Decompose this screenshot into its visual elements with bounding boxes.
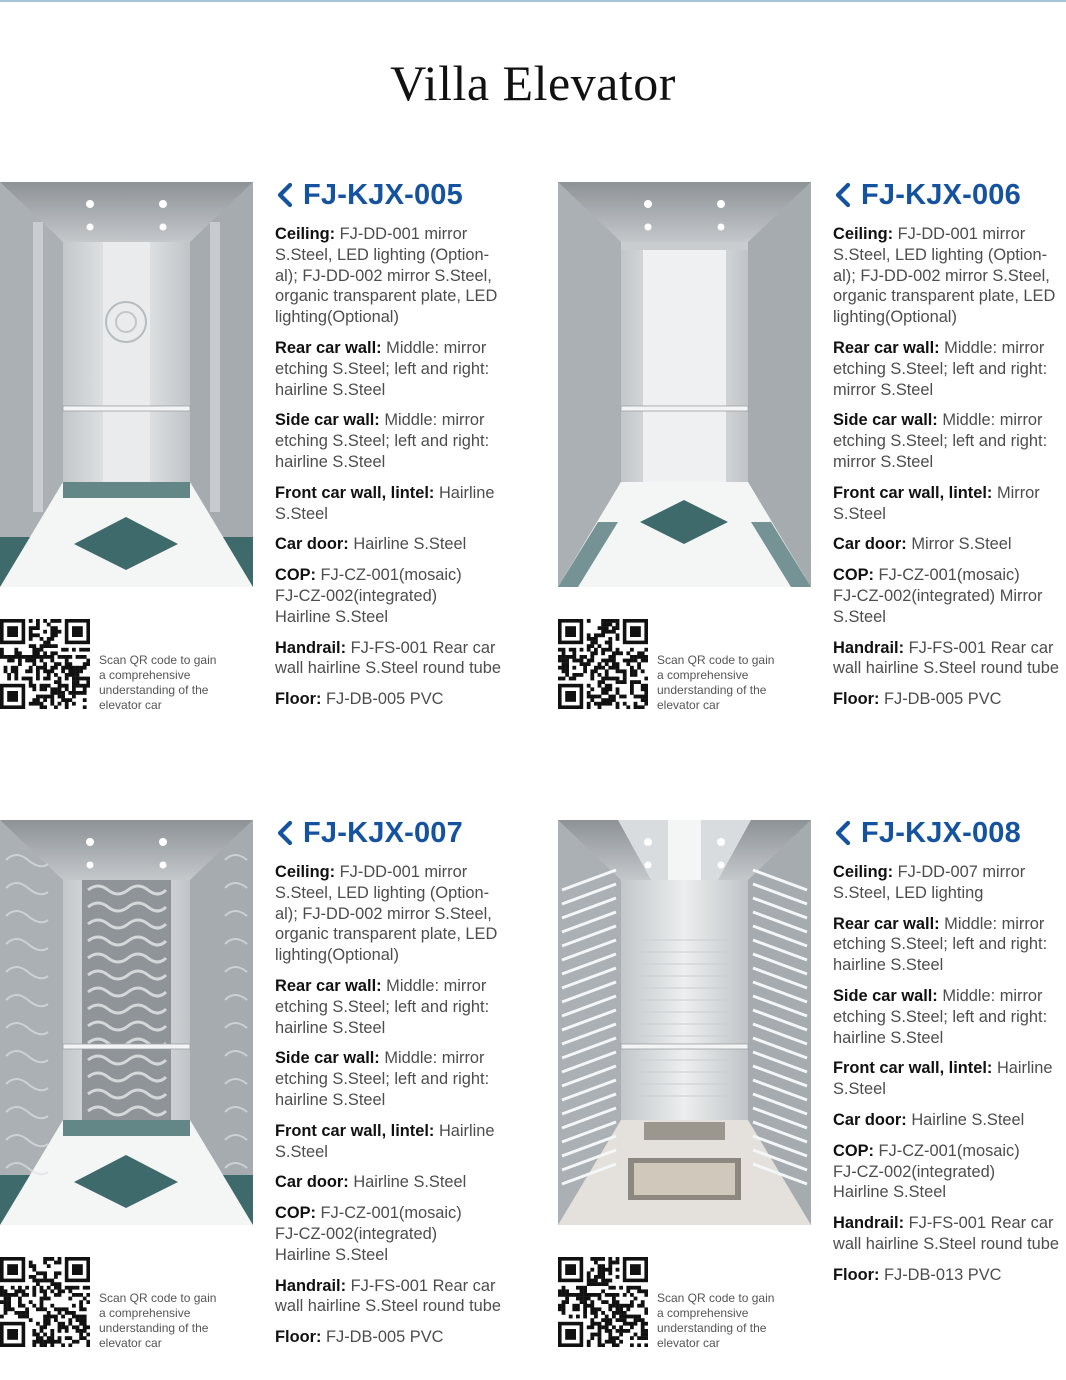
spec-item — [275, 338, 525, 400]
spec-item — [275, 1276, 525, 1318]
spec-label: Side car wall: — [833, 986, 938, 1005]
spec-label: COP: — [833, 1141, 874, 1160]
spec-value: Hairline S.Steel — [911, 1110, 1025, 1129]
spec-label: Rear car wall: — [833, 914, 940, 933]
spec-value: FJ-DB-005 PVC — [884, 690, 1002, 709]
spec-item — [833, 483, 1066, 525]
spec-item — [275, 1203, 525, 1265]
spec-item — [275, 976, 525, 1038]
spec-value: Middle: mirror etching S.Steel; left and right: hairline S.Steel — [275, 976, 490, 1037]
spec-value: FJ-CZ-001(mosaic) FJ-CZ-002(integrated) Hairline S.Steel — [833, 1141, 1020, 1202]
spec-item — [833, 224, 1066, 328]
spec-value: FJ-DB-005 PVC — [326, 1328, 444, 1347]
product-code — [275, 816, 463, 850]
chevron-left-icon — [833, 820, 853, 846]
spec-item — [275, 1121, 525, 1163]
elevator-car-photo — [0, 182, 253, 587]
chevron-left-icon — [275, 820, 295, 846]
spec-value: Middle: mirror etching S.Steel; left and right: mirror S.Steel — [833, 338, 1048, 399]
spec-item — [275, 224, 525, 328]
spec-label: Rear car wall: — [275, 976, 382, 995]
qr-caption: Scan QR code to gain a comprehensive understanding of the elevator car — [657, 1291, 775, 1350]
spec-label: Ceiling: — [833, 863, 894, 881]
spec-label: Floor: — [275, 1328, 322, 1347]
spec-value: FJ-DD-007 mirror S.Steel, LED lighting — [833, 863, 1026, 902]
spec-list — [275, 862, 525, 1358]
spec-value: Middle: mirror etching S.Steel; left and right: hairline S.Steel — [275, 338, 490, 399]
spec-item — [275, 1048, 525, 1110]
top-divider — [0, 0, 1066, 2]
spec-value: FJ-FS-001 Rear car wall hairline S.Steel round tube — [275, 1276, 501, 1316]
spec-label: Handrail: — [833, 1214, 905, 1233]
spec-label: Floor: — [275, 690, 322, 709]
spec-item — [833, 410, 1066, 472]
spec-label: COP: — [833, 566, 874, 585]
product-code — [833, 816, 1021, 850]
elevator-car-photo — [558, 820, 811, 1225]
spec-value: FJ-CZ-001(mosaic) FJ-CZ-002(integrated) Mirror S.Steel — [833, 566, 1043, 626]
spec-item — [833, 914, 1066, 976]
spec-value: Hairline S.Steel — [275, 483, 495, 523]
spec-item — [833, 534, 1066, 555]
spec-label: COP: — [275, 1204, 316, 1223]
spec-label: Ceiling: — [275, 225, 336, 243]
product-code-text: FJ-KJX-007 — [303, 816, 463, 849]
spec-item — [275, 638, 525, 680]
spec-label: Front car wall, lintel: — [833, 1059, 993, 1078]
product-code-text: FJ-KJX-008 — [861, 816, 1021, 849]
spec-value: Mirror S.Steel — [911, 535, 1012, 554]
spec-label: Side car wall: — [275, 1049, 380, 1068]
spec-item — [833, 1058, 1066, 1100]
product-code-text: FJ-KJX-005 — [303, 178, 463, 211]
spec-value: Middle: mirror etching S.Steel; left and right: hairline S.Steel — [275, 411, 490, 471]
spec-value: FJ-CZ-001(mosaic) FJ-CZ-002(integrated) Hairline S.Steel — [275, 566, 462, 626]
spec-label: Front car wall, lintel: — [275, 483, 435, 502]
spec-value: FJ-DD-001 mirror S.Steel, LED lighting (Option- al); FJ-DD-002 mirror S.Steel, organic transparent plate, LED lighting(Optional) — [275, 863, 498, 965]
spec-value: FJ-DB-005 PVC — [326, 690, 444, 709]
spec-item — [833, 338, 1066, 400]
elevator-car-photo — [558, 182, 811, 587]
spec-item — [833, 638, 1066, 680]
spec-item — [275, 689, 525, 710]
product-card — [0, 178, 533, 742]
spec-label: Handrail: — [833, 638, 905, 657]
spec-label: Rear car wall: — [833, 338, 940, 357]
spec-label: Front car wall, lintel: — [275, 1121, 435, 1140]
spec-item — [275, 565, 525, 627]
spec-value: Mirror S.Steel — [833, 483, 1040, 523]
spec-item — [833, 1265, 1066, 1286]
spec-label: COP: — [275, 566, 316, 585]
chevron-left-icon — [833, 182, 853, 208]
spec-list — [833, 224, 1066, 720]
product-card — [558, 178, 1066, 742]
spec-item — [275, 410, 525, 472]
spec-value: Hairline S.Steel — [833, 1059, 1053, 1099]
spec-value: Middle: mirror etching S.Steel; left and right: hairline S.Steel — [275, 1049, 490, 1109]
product-code — [275, 178, 463, 212]
spec-item — [275, 1172, 525, 1193]
spec-value: Hairline S.Steel — [353, 535, 467, 554]
spec-list — [275, 224, 525, 720]
spec-label: Floor: — [833, 1265, 880, 1284]
spec-item — [275, 483, 525, 525]
spec-list — [833, 862, 1066, 1296]
spec-label: Car door: — [833, 535, 907, 554]
spec-item — [833, 565, 1066, 627]
spec-label: Side car wall: — [833, 411, 938, 430]
spec-value: Hairline S.Steel — [353, 1173, 467, 1192]
spec-item — [275, 862, 525, 966]
spec-label: Floor: — [833, 690, 880, 709]
spec-label: Car door: — [833, 1110, 907, 1129]
spec-item — [275, 534, 525, 555]
spec-label: Handrail: — [275, 638, 347, 657]
product-code-text: FJ-KJX-006 — [861, 178, 1021, 211]
qr-caption: Scan QR code to gain a comprehensive understanding of the elevator car — [657, 653, 775, 712]
qr-code[interactable] — [0, 1257, 90, 1347]
spec-label: Car door: — [275, 535, 349, 554]
spec-item — [833, 689, 1066, 710]
page-title: Villa Elevator — [390, 55, 676, 111]
elevator-car-photo — [0, 820, 253, 1225]
spec-label: Ceiling: — [275, 863, 336, 881]
spec-item — [833, 1213, 1066, 1255]
qr-code[interactable] — [558, 619, 648, 709]
spec-value: Hairline S.Steel — [275, 1121, 495, 1161]
spec-value: FJ-FS-001 Rear car wall hairline S.Steel round tube — [275, 638, 501, 678]
qr-code[interactable] — [0, 619, 90, 709]
spec-label: Handrail: — [275, 1276, 347, 1295]
spec-label: Rear car wall: — [275, 338, 382, 357]
chevron-left-icon — [275, 182, 295, 208]
spec-value: FJ-FS-001 Rear car wall hairline S.Steel round tube — [833, 638, 1059, 678]
spec-value: FJ-FS-001 Rear car wall hairline S.Steel round tube — [833, 1214, 1059, 1253]
qr-caption: Scan QR code to gain a comprehensive understanding of the elevator car — [99, 653, 217, 712]
product-card — [0, 816, 533, 1380]
product-card — [558, 816, 1066, 1380]
spec-label: Ceiling: — [833, 225, 894, 243]
spec-value: FJ-CZ-001(mosaic) FJ-CZ-002(integrated) Hairline S.Steel — [275, 1204, 462, 1264]
spec-value: FJ-DD-001 mirror S.Steel, LED lighting (Option- al); FJ-DD-002 mirror S.Steel, organic transparent plate, LED lighting(Optional) — [275, 225, 498, 327]
spec-value: FJ-DD-001 mirror S.Steel, LED lighting (Option- al); FJ-DD-002 mirror S.Steel, organic transparent plate, LED lighting(Optional) — [833, 225, 1056, 327]
spec-value: Middle: mirror etching S.Steel; left and right: mirror S.Steel — [833, 411, 1048, 471]
spec-value: FJ-DB-013 PVC — [884, 1265, 1002, 1284]
spec-item — [275, 1327, 525, 1348]
spec-label: Front car wall, lintel: — [833, 483, 993, 502]
spec-item — [833, 986, 1066, 1048]
qr-code[interactable] — [558, 1257, 648, 1347]
qr-caption: Scan QR code to gain a comprehensive understanding of the elevator car — [99, 1291, 217, 1350]
product-code — [833, 178, 1021, 212]
spec-value: Middle: mirror etching S.Steel; left and right: hairline S.Steel — [833, 986, 1048, 1047]
spec-label: Side car wall: — [275, 411, 380, 430]
spec-item — [833, 1110, 1066, 1131]
spec-value: Middle: mirror etching S.Steel; left and right: hairline S.Steel — [833, 914, 1048, 975]
spec-item — [833, 1141, 1066, 1203]
spec-label: Car door: — [275, 1173, 349, 1192]
spec-item — [833, 862, 1066, 904]
